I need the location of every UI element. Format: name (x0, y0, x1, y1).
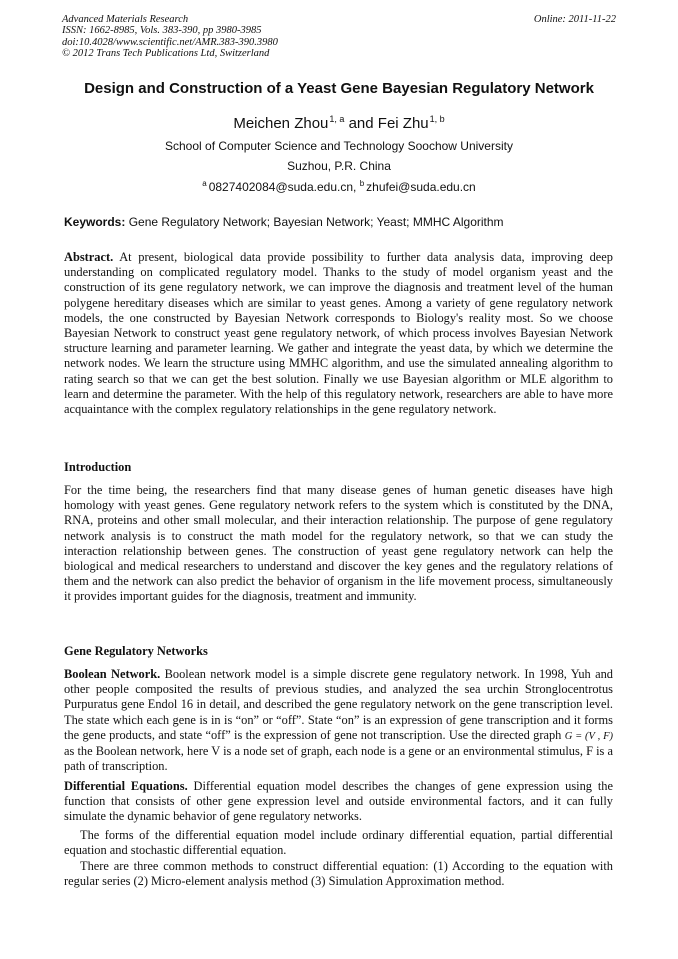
paper-title: Design and Construction of a Yeast Gene Bayesian Regulatory Network (84, 80, 594, 97)
journal-name: Advanced Materials Research (62, 14, 189, 25)
author-2-affil: 1, b (429, 114, 445, 124)
grn-heading: Gene Regulatory Networks (64, 644, 208, 658)
boolean-equation: G = (V , F) (564, 730, 613, 742)
differential-equations-paragraph (64, 779, 613, 825)
email-b[interactable]: zhufei@suda.edu.cn (366, 180, 476, 194)
doi-line: doi:10.4028/www.scientific.net/AMR.383-390.3980 (62, 36, 278, 48)
copyright-line: © 2012 Trans Tech Publications Ltd, Switzerland (62, 48, 270, 60)
keywords-label: Keywords: (64, 215, 126, 229)
journal-header (62, 14, 616, 60)
keywords (64, 215, 616, 229)
issn-line: ISSN: 1662-8985, Vols. 383-390, pp 3980-3985 (62, 25, 262, 37)
introduction-paragraph: For the time being, the researchers find that many disease genes of human genetic diseases have high homology with yeast genes. Gene regulatory network refers to the system which is constituted by the DNA, RNA, proteins and other small molecular, and their interaction relationship. The purpose of gene regulatory network analysis is to construct the math model for the regulatory network, so that we can study the interaction relationship between genes. The construction of yeast gene regulatory network can help the biological and medical researchers to understand and discover the key genes and the regulatory relations of them and the network can also predict the behavior of organism in the life movement process, simultaneously it provides important guides for the diagnosis, treatment and immunity. (64, 483, 613, 604)
affiliation-school: School of Computer Science and Technology Soochow University (165, 139, 513, 153)
differential-equations-label: Differential Equations. (64, 779, 188, 793)
abstract-paragraph (64, 250, 613, 417)
author-line (40, 114, 638, 132)
online-date: Online: 2011-11-22 (533, 14, 616, 25)
differential-equations-text: Differential equation model describes the changes of gene expression using the function that consists of other gene expression level and outside environmental factors, and it can fully simulate the dynamic behavior of gene regulatory networks. (64, 779, 613, 824)
email-a-marker: a (202, 179, 207, 188)
boolean-network-label: Boolean Network. (64, 667, 161, 681)
affiliation-emails (40, 179, 638, 194)
author-1-affil: 1, a (329, 114, 345, 124)
author-conjunction: and (348, 115, 374, 132)
email-b-marker: b (359, 179, 365, 188)
email-a[interactable]: 0827402084@suda.edu.cn, (208, 180, 357, 194)
boolean-network-text-2: as the Boolean network, here V is a node set of graph, each node is a gene or an environmental stimulus, F is a path of transcription. (64, 744, 613, 774)
construction-methods-paragraph: There are three common methods to construct differential equation: (1) According to the equation with regular series (2) Micro-element analysis method (3) Simulation Approximation method. (64, 859, 613, 889)
equation-forms-paragraph: The forms of the differential equation model include ordinary differential equation, partial differential equation and stochastic differential equation. (64, 828, 613, 858)
author-1-name: Meichen Zhou (233, 115, 329, 132)
boolean-network-paragraph (64, 667, 613, 774)
introduction-heading: Introduction (64, 460, 132, 474)
abstract-text: At present, biological data provide possibility to further data analysis data, improving deep understanding on complicated regulatory model. Thanks to the study of model organism yeast and the construction of its gene regulatory network, we can improve the diagnosis and treatment level of the human polygene hereditary diseases which are similar to yeast genes. Among a variety of gene regulatory network models, the one constructed by Bayesian Network corresponds to Biology's reality most. So we choose Bayesian Network to construct yeast gene regulatory network, of which process involves Bayesian Network structure learning and parameter learning. We gather and integrate the yeast data, by which we determine the network nodes. We learn the structure using MMHC algorithm, and use the simulated annealing algorithm to rating search so that we can get the best solution. Finally we use Bayesian algorithm or MLE algorithm to learn and determine the parameter. With the help of this regulatory network, researchers are able to have more acquaintance with the complex regulatory relationships in the gene regulatory network. (64, 250, 613, 417)
affiliation-city: Suzhou, P.R. China (287, 159, 391, 173)
keywords-text: Gene Regulatory Network; Bayesian Network; Yeast; MMHC Algorithm (128, 215, 504, 229)
boolean-network-text-1: Boolean network model is a simple discrete gene regulatory network. In 1998, Yuh and other people composited the results of previous studies, and analyzed the sea urchin Stronglocentrotus Purpuratus gene Endol 16 in detail, and described the gene regulatory network on the gene transcription level. The state which each gene is in is “on” or “off”. State “on” is an expression of gene transcription and it forms the gene products, and state “off” is the expression of gene not transcription. Use the directed graph (64, 667, 613, 742)
abstract-label: Abstract. (64, 250, 114, 264)
author-2-name: Fei Zhu (377, 115, 429, 132)
